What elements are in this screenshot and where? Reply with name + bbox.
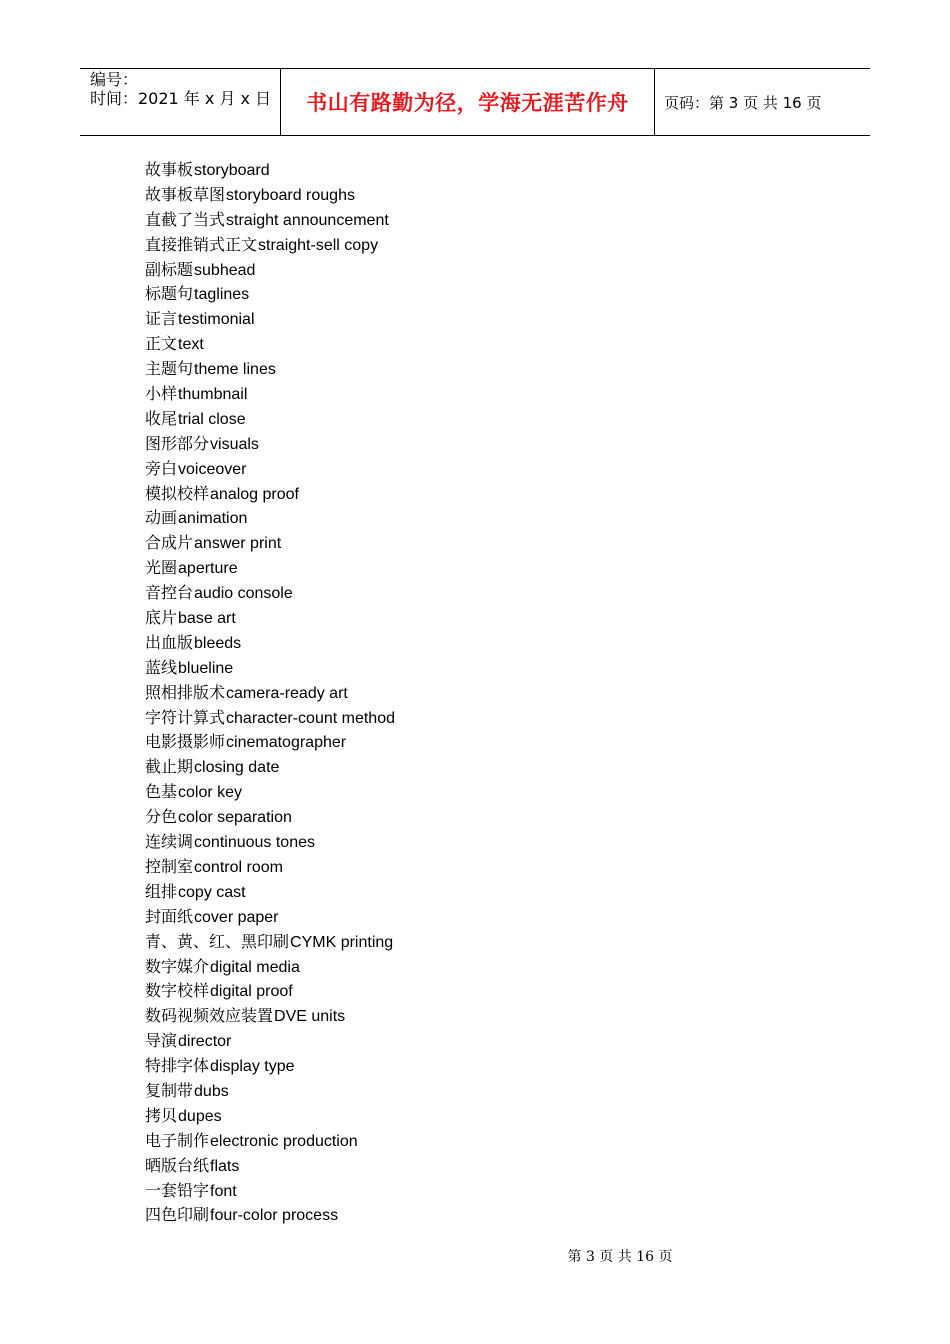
- term-chinese: 封面纸: [145, 906, 194, 926]
- document-number: 编号：: [90, 70, 139, 89]
- term-chinese: 四色印刷: [145, 1205, 210, 1225]
- term-english: character-count method: [226, 709, 395, 727]
- glossary-entry: [145, 407, 395, 432]
- term-english: dupes: [178, 1107, 222, 1125]
- term-chinese: 旁白: [145, 458, 178, 478]
- term-chinese: 底片: [145, 608, 178, 628]
- term-chinese: 一套铅字: [145, 1180, 210, 1200]
- term-english: thumbnail: [178, 386, 248, 404]
- term-chinese: 数字媒介: [145, 956, 210, 976]
- term-chinese: 故事板: [145, 160, 194, 179]
- term-english: storyboard roughs: [226, 186, 355, 204]
- glossary-entry: [145, 631, 395, 656]
- term-chinese: 图形部分: [145, 433, 210, 453]
- glossary-entry: [145, 880, 395, 905]
- glossary-entry: [145, 233, 395, 258]
- term-chinese: 直接推销式正文: [145, 234, 258, 254]
- glossary-entry: [145, 830, 395, 855]
- header-page-cell: [655, 69, 870, 135]
- term-chinese: 音控台: [145, 583, 194, 603]
- term-chinese: 标题句: [145, 284, 194, 304]
- glossary-entry: [145, 432, 395, 457]
- glossary-entry: [145, 1203, 395, 1228]
- glossary-entry: [145, 1104, 395, 1129]
- term-chinese: 青、黄、红、黑印刷: [145, 931, 290, 951]
- term-english: testimonial: [178, 311, 255, 329]
- term-english: continuous tones: [194, 834, 315, 852]
- term-english: aperture: [178, 560, 238, 578]
- term-chinese: 蓝线: [145, 657, 178, 677]
- term-chinese: 电影摄影师: [145, 732, 226, 752]
- term-english: answer print: [194, 535, 282, 553]
- glossary-entry: [145, 531, 395, 556]
- term-english: dubs: [194, 1082, 229, 1100]
- term-english: subhead: [194, 261, 256, 279]
- document-date: 时间：2021 年 x 月 x 日: [90, 89, 272, 108]
- term-english: taglines: [194, 286, 250, 304]
- glossary-entry: [145, 282, 395, 307]
- term-chinese: 电子制作: [145, 1130, 210, 1150]
- term-chinese: 组排: [145, 881, 178, 901]
- glossary-entry: [145, 382, 395, 407]
- page-footer: 第 3 页 共 16 页: [567, 1249, 673, 1265]
- term-chinese: 色基: [145, 782, 178, 802]
- glossary-entry: [145, 681, 395, 706]
- glossary-entry: [145, 1129, 395, 1154]
- term-english: font: [210, 1182, 237, 1200]
- glossary-entry: [145, 556, 395, 581]
- glossary-entry: [145, 1029, 395, 1054]
- term-english: straight-sell copy: [258, 236, 379, 254]
- glossary-entry: [145, 482, 395, 507]
- glossary-list: [145, 158, 395, 1228]
- term-english: base art: [178, 610, 236, 628]
- term-english: straight announcement: [226, 211, 389, 229]
- glossary-entry: [145, 1154, 395, 1179]
- term-chinese: 模拟校样: [145, 483, 210, 503]
- term-chinese: 故事板草图: [145, 184, 226, 204]
- term-chinese: 数字校样: [145, 981, 210, 1001]
- glossary-entry: [145, 208, 395, 233]
- term-english: electronic production: [210, 1132, 358, 1150]
- glossary-entry: [145, 258, 395, 283]
- term-english: display type: [210, 1058, 295, 1076]
- glossary-entry: [145, 1054, 395, 1079]
- glossary-entry: [145, 357, 395, 382]
- term-english: color separation: [178, 809, 292, 827]
- document-header: [80, 68, 870, 136]
- header-motto: 书山有路勤为径，学海无涯苦作舟: [306, 91, 629, 115]
- term-english: closing date: [194, 759, 280, 777]
- term-chinese: 小样: [145, 384, 178, 404]
- glossary-entry: [145, 855, 395, 880]
- term-english: text: [178, 336, 204, 354]
- term-chinese: 截止期: [145, 757, 194, 777]
- term-chinese: 数码视频效应装置: [145, 1006, 274, 1026]
- glossary-entry: [145, 955, 395, 980]
- term-chinese: 光圈: [145, 558, 178, 578]
- glossary-entry: [145, 457, 395, 482]
- term-chinese: 照相排版术: [145, 682, 226, 702]
- term-english: blueline: [178, 659, 234, 677]
- glossary-entry: [145, 506, 395, 531]
- glossary-entry: [145, 606, 395, 631]
- term-chinese: 直截了当式: [145, 209, 226, 229]
- term-english: color key: [178, 784, 243, 802]
- term-chinese: 副标题: [145, 259, 194, 279]
- term-chinese: 特排字体: [145, 1056, 210, 1076]
- term-english: storyboard: [194, 162, 270, 179]
- header-motto-cell: [281, 69, 655, 135]
- glossary-entry: [145, 332, 395, 357]
- term-chinese: 正文: [145, 334, 178, 354]
- term-chinese: 拷贝: [145, 1105, 178, 1125]
- glossary-entry: [145, 979, 395, 1004]
- term-chinese: 证言: [145, 309, 178, 329]
- term-english: audio console: [194, 585, 293, 603]
- term-english: digital proof: [210, 983, 293, 1001]
- term-chinese: 导演: [145, 1031, 178, 1051]
- term-english: camera-ready art: [226, 684, 348, 702]
- term-english: DVE units: [274, 1008, 346, 1026]
- term-english: analog proof: [210, 485, 299, 503]
- glossary-entry: [145, 581, 395, 606]
- term-english: cover paper: [194, 908, 279, 926]
- header-page-info: 页码：第 3 页 共 16 页: [664, 93, 822, 112]
- term-chinese: 复制带: [145, 1080, 194, 1100]
- term-chinese: 晒版台纸: [145, 1155, 210, 1175]
- glossary-entry: [145, 183, 395, 208]
- glossary-entry: [145, 805, 395, 830]
- term-english: visuals: [210, 435, 259, 453]
- term-english: voiceover: [178, 460, 247, 478]
- term-chinese: 收尾: [145, 408, 178, 428]
- term-english: director: [178, 1033, 232, 1051]
- term-english: theme lines: [194, 361, 276, 379]
- term-english: four-color process: [210, 1207, 339, 1225]
- glossary-entry: [145, 158, 395, 183]
- glossary-entry: [145, 1179, 395, 1204]
- term-english: flats: [210, 1157, 240, 1175]
- term-chinese: 字符计算式: [145, 707, 226, 727]
- term-english: digital media: [210, 958, 300, 976]
- term-english: bleeds: [194, 634, 242, 652]
- glossary-entry: [145, 1079, 395, 1104]
- glossary-entry: [145, 905, 395, 930]
- term-english: cinematographer: [226, 734, 347, 752]
- glossary-entry: [145, 930, 395, 955]
- term-chinese: 动画: [145, 508, 178, 528]
- term-chinese: 合成片: [145, 533, 194, 553]
- glossary-entry: [145, 307, 395, 332]
- term-chinese: 分色: [145, 807, 178, 827]
- term-chinese: 控制室: [145, 856, 194, 876]
- term-chinese: 连续调: [145, 832, 194, 852]
- glossary-entry: [145, 706, 395, 731]
- glossary-entry: [145, 656, 395, 681]
- term-chinese: 主题句: [145, 359, 194, 379]
- glossary-entry: [145, 755, 395, 780]
- term-chinese: 出血版: [145, 632, 194, 652]
- term-english: trial close: [178, 410, 246, 428]
- glossary-entry: [145, 1004, 395, 1029]
- glossary-entry: [145, 730, 395, 755]
- header-meta-cell: [80, 69, 281, 135]
- term-english: animation: [178, 510, 248, 528]
- glossary-entry: [145, 780, 395, 805]
- term-english: copy cast: [178, 883, 246, 901]
- term-english: CYMK printing: [290, 933, 394, 951]
- term-english: control room: [194, 858, 283, 876]
